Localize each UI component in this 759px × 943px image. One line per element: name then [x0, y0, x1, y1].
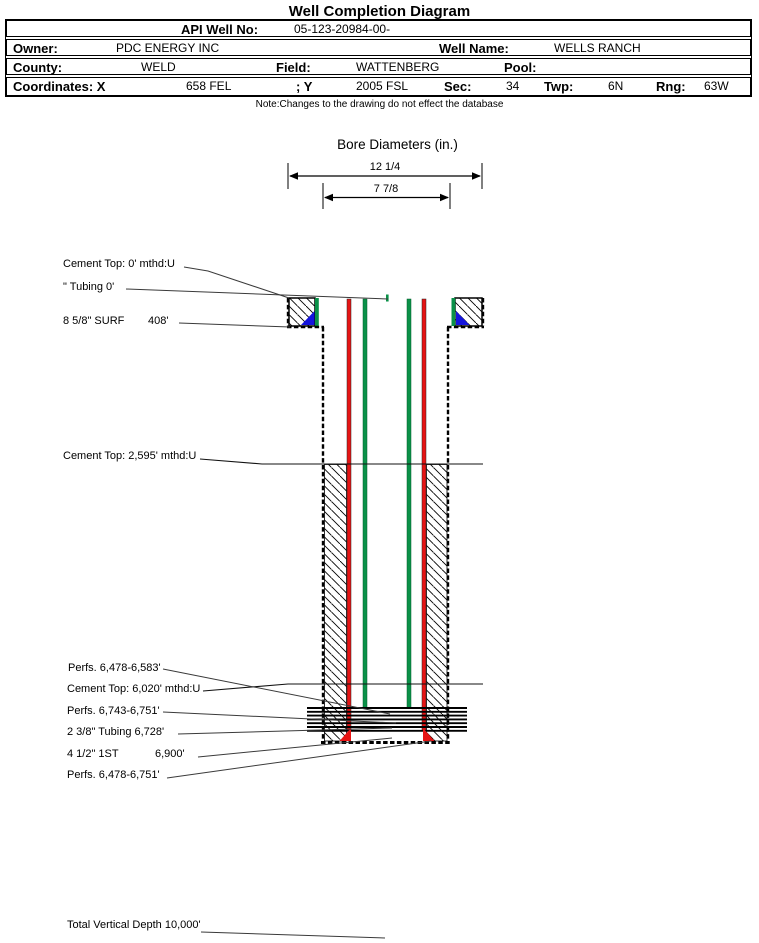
leader-perfs-upper	[163, 669, 390, 714]
production-casing-right-wall	[422, 299, 426, 731]
tubing-left-wall	[363, 299, 367, 708]
rng-label: Rng:	[656, 79, 686, 94]
perfs-lower-label: Perfs. 6,478-6,751'	[67, 769, 160, 781]
coordinates-x-value: 658 FEL	[186, 79, 232, 93]
outer-bore-dimension-label: 12 1/4	[369, 161, 401, 173]
sec-label: Sec:	[444, 79, 472, 94]
surface-casing-right-wall	[452, 298, 456, 326]
well-name-label: Well Name:	[439, 41, 509, 56]
bore-diameters-title: Bore Diameters (in.)	[337, 137, 458, 152]
api-well-no-value: 05-123-20984-00-	[294, 22, 391, 36]
production-cement-right	[427, 465, 448, 742]
coordinates-y-label: ; Y	[296, 79, 313, 94]
owner-label: Owner:	[13, 41, 58, 56]
rng-value: 63W	[704, 79, 729, 93]
leader-total-depth	[201, 932, 385, 938]
leader-perfs-lower	[167, 741, 431, 778]
owner-value: PDC ENERGY INC	[116, 41, 220, 55]
coordinates-label: Coordinates: X	[13, 79, 106, 94]
tubing-top-label: " Tubing 0'	[63, 281, 115, 293]
production-casing-depth: 6,900'	[155, 748, 185, 760]
tubing-right-wall	[407, 299, 411, 708]
cement-top-2595-line	[200, 459, 483, 464]
production-casing-label: 4 1/2" 1ST	[67, 748, 119, 760]
cement-top-surface-label: Cement Top: 0' mthd:U	[63, 258, 175, 270]
county-value: WELD	[141, 60, 176, 74]
leader-production-casing	[198, 738, 392, 757]
pool-label: Pool:	[504, 60, 537, 75]
inner-bore-dimension-arrow	[324, 194, 449, 201]
leader-tubing-top	[126, 289, 388, 299]
tubing-depth-label: 2 3/8" Tubing 6,728'	[67, 726, 165, 738]
surface-casing-label: 8 5/8" SURF	[63, 315, 125, 327]
bore-dimension-ticks	[288, 163, 482, 209]
tubing-top-tick	[386, 295, 389, 302]
perforation-zone	[307, 708, 467, 731]
twp-value: 6N	[608, 79, 624, 93]
api-well-no-label: API Well No:	[181, 22, 259, 37]
surface-casing-depth: 408'	[148, 315, 169, 327]
surface-casing-left-wall	[315, 298, 319, 326]
coordinates-y-value: 2005 FSL	[356, 79, 409, 93]
leader-surface-casing	[179, 323, 290, 327]
perfs-mid-label: Perfs. 6,743-6,751'	[67, 705, 160, 717]
field-label: Field:	[276, 60, 311, 75]
borehole-walls	[287, 298, 484, 743]
inner-bore-dimension-label: 7 7/8	[373, 183, 399, 195]
well-name-value: WELLS RANCH	[554, 41, 641, 55]
outer-bore-dimension-arrow	[289, 172, 481, 179]
sec-value: 34	[506, 79, 520, 93]
cement-top-mid-label: Cement Top: 2,595' mthd:U	[63, 450, 197, 462]
cement-top-lower-label: Cement Top: 6,020' mthd:U	[67, 683, 201, 695]
total-depth-label: Total Vertical Depth 10,000'	[67, 919, 201, 931]
twp-label: Twp:	[544, 79, 574, 94]
county-label: County:	[13, 60, 63, 75]
database-note: Note:Changes to the drawing do not effect the database	[255, 99, 504, 110]
field-value: WATTENBERG	[356, 60, 440, 74]
leader-lines	[126, 267, 431, 938]
page-title: Well Completion Diagram	[288, 3, 471, 20]
perfs-upper-label: Perfs. 6,478-6,583'	[68, 662, 161, 674]
production-cement-left	[325, 465, 347, 742]
production-casing-left-wall	[347, 299, 351, 731]
leader-perfs-mid	[163, 712, 396, 723]
